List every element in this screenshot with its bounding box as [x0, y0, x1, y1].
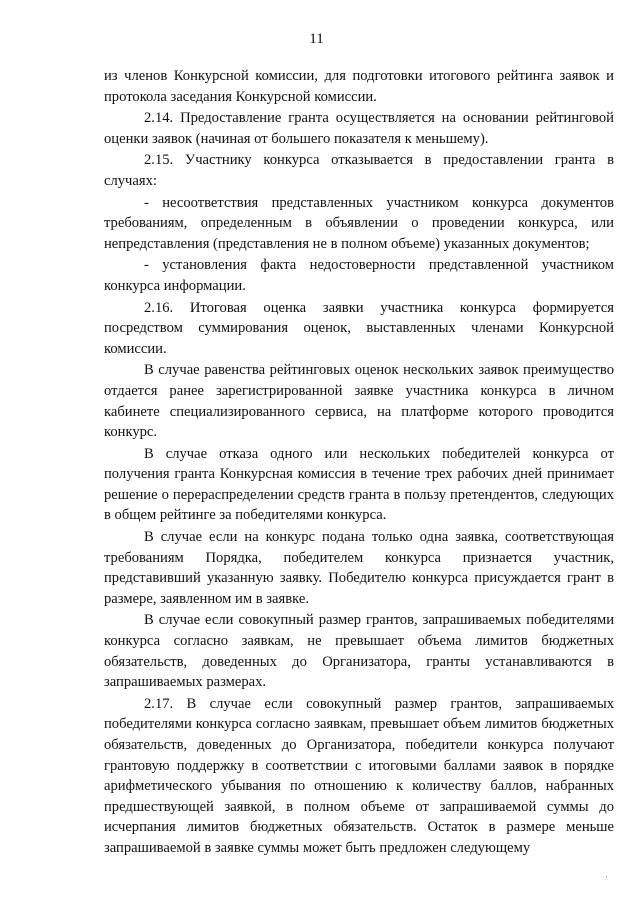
list-item-unreliable-info: - установления факта недостоверности представленной участником конкурса информации.: [104, 257, 614, 294]
corner-mark: ·: [605, 872, 608, 882]
page-number: 11: [309, 31, 324, 47]
paragraph-2-16: 2.16. Итоговая оценка заявки участника конкурса формируется посредством суммирования оценок, выставленных членами Конкурсной комиссии.: [104, 299, 614, 357]
list-item-nonconformity: - несоответствия представленных участником конкурса документов требованиям, определенным в объявлении о проведении конкурса, или непредставления (представления не в полном объеме) указанных документов;: [104, 194, 614, 252]
paragraph-2-15: 2.15. Участнику конкурса отказывается в предоставлении гранта в случаях:: [104, 152, 614, 189]
paragraph-winner-refusal: В случае отказа одного или нескольких победителей конкурса от получения гранта Конкурсная комиссия в течение трех рабочих дней принимает решение о перераспределении средств гранта в пользу претендентов, следующих в общем рейтинге за победителями конкурса.: [104, 445, 614, 524]
paragraph-2-14: 2.14. Предоставление гранта осуществляется на основании рейтинговой оценки заявок (начиная от большего показателя к меньшему).: [104, 110, 614, 147]
paragraph-continuation: из членов Конкурсной комиссии, для подготовки итогового рейтинга заявок и протокола заседания Конкурсной комиссии.: [104, 68, 614, 105]
paragraph-equal-ratings: В случае равенства рейтинговых оценок нескольких заявок преимущество отдается ранее зарегистрированной заявке участника конкурса в личном кабинете специализированного сервиса, на платформе которого проводится конкурс.: [104, 362, 614, 441]
document-body: [104, 66, 614, 860]
paragraph-within-limits: В случае если совокупный размер грантов, запрашиваемых победителями конкурса согласно заявкам, не превышает объема лимитов бюджетных обязательств, доведенных до Организатора, гранты устанавливаются в запрашиваемых размерах.: [104, 612, 614, 691]
paragraph-2-17: 2.17. В случае если совокупный размер грантов, запрашиваемых победителями конкурса согласно заявкам, превышает объем лимитов бюджетных обязательств, доведенных до Организатора, победители конкурса получают грантовую поддержку в соответствии с итоговыми баллами заявок в порядке арифметического убывания по отношению к количеству баллов, набранных предшествующей заявкой, в полном объеме от запрашиваемой суммы до исчерпания лимитов бюджетных обязательств. Остаток в размере меньше запрашиваемой в заявке суммы может быть предложен следующему: [104, 695, 614, 856]
paragraph-single-application: В случае если на конкурс подана только одна заявка, соответствующая требованиям Порядка, победителем конкурса признается участник, представивший указанную заявку. Победителю конкурса присуждается грант в размере, заявленном им в заявке.: [104, 529, 614, 607]
